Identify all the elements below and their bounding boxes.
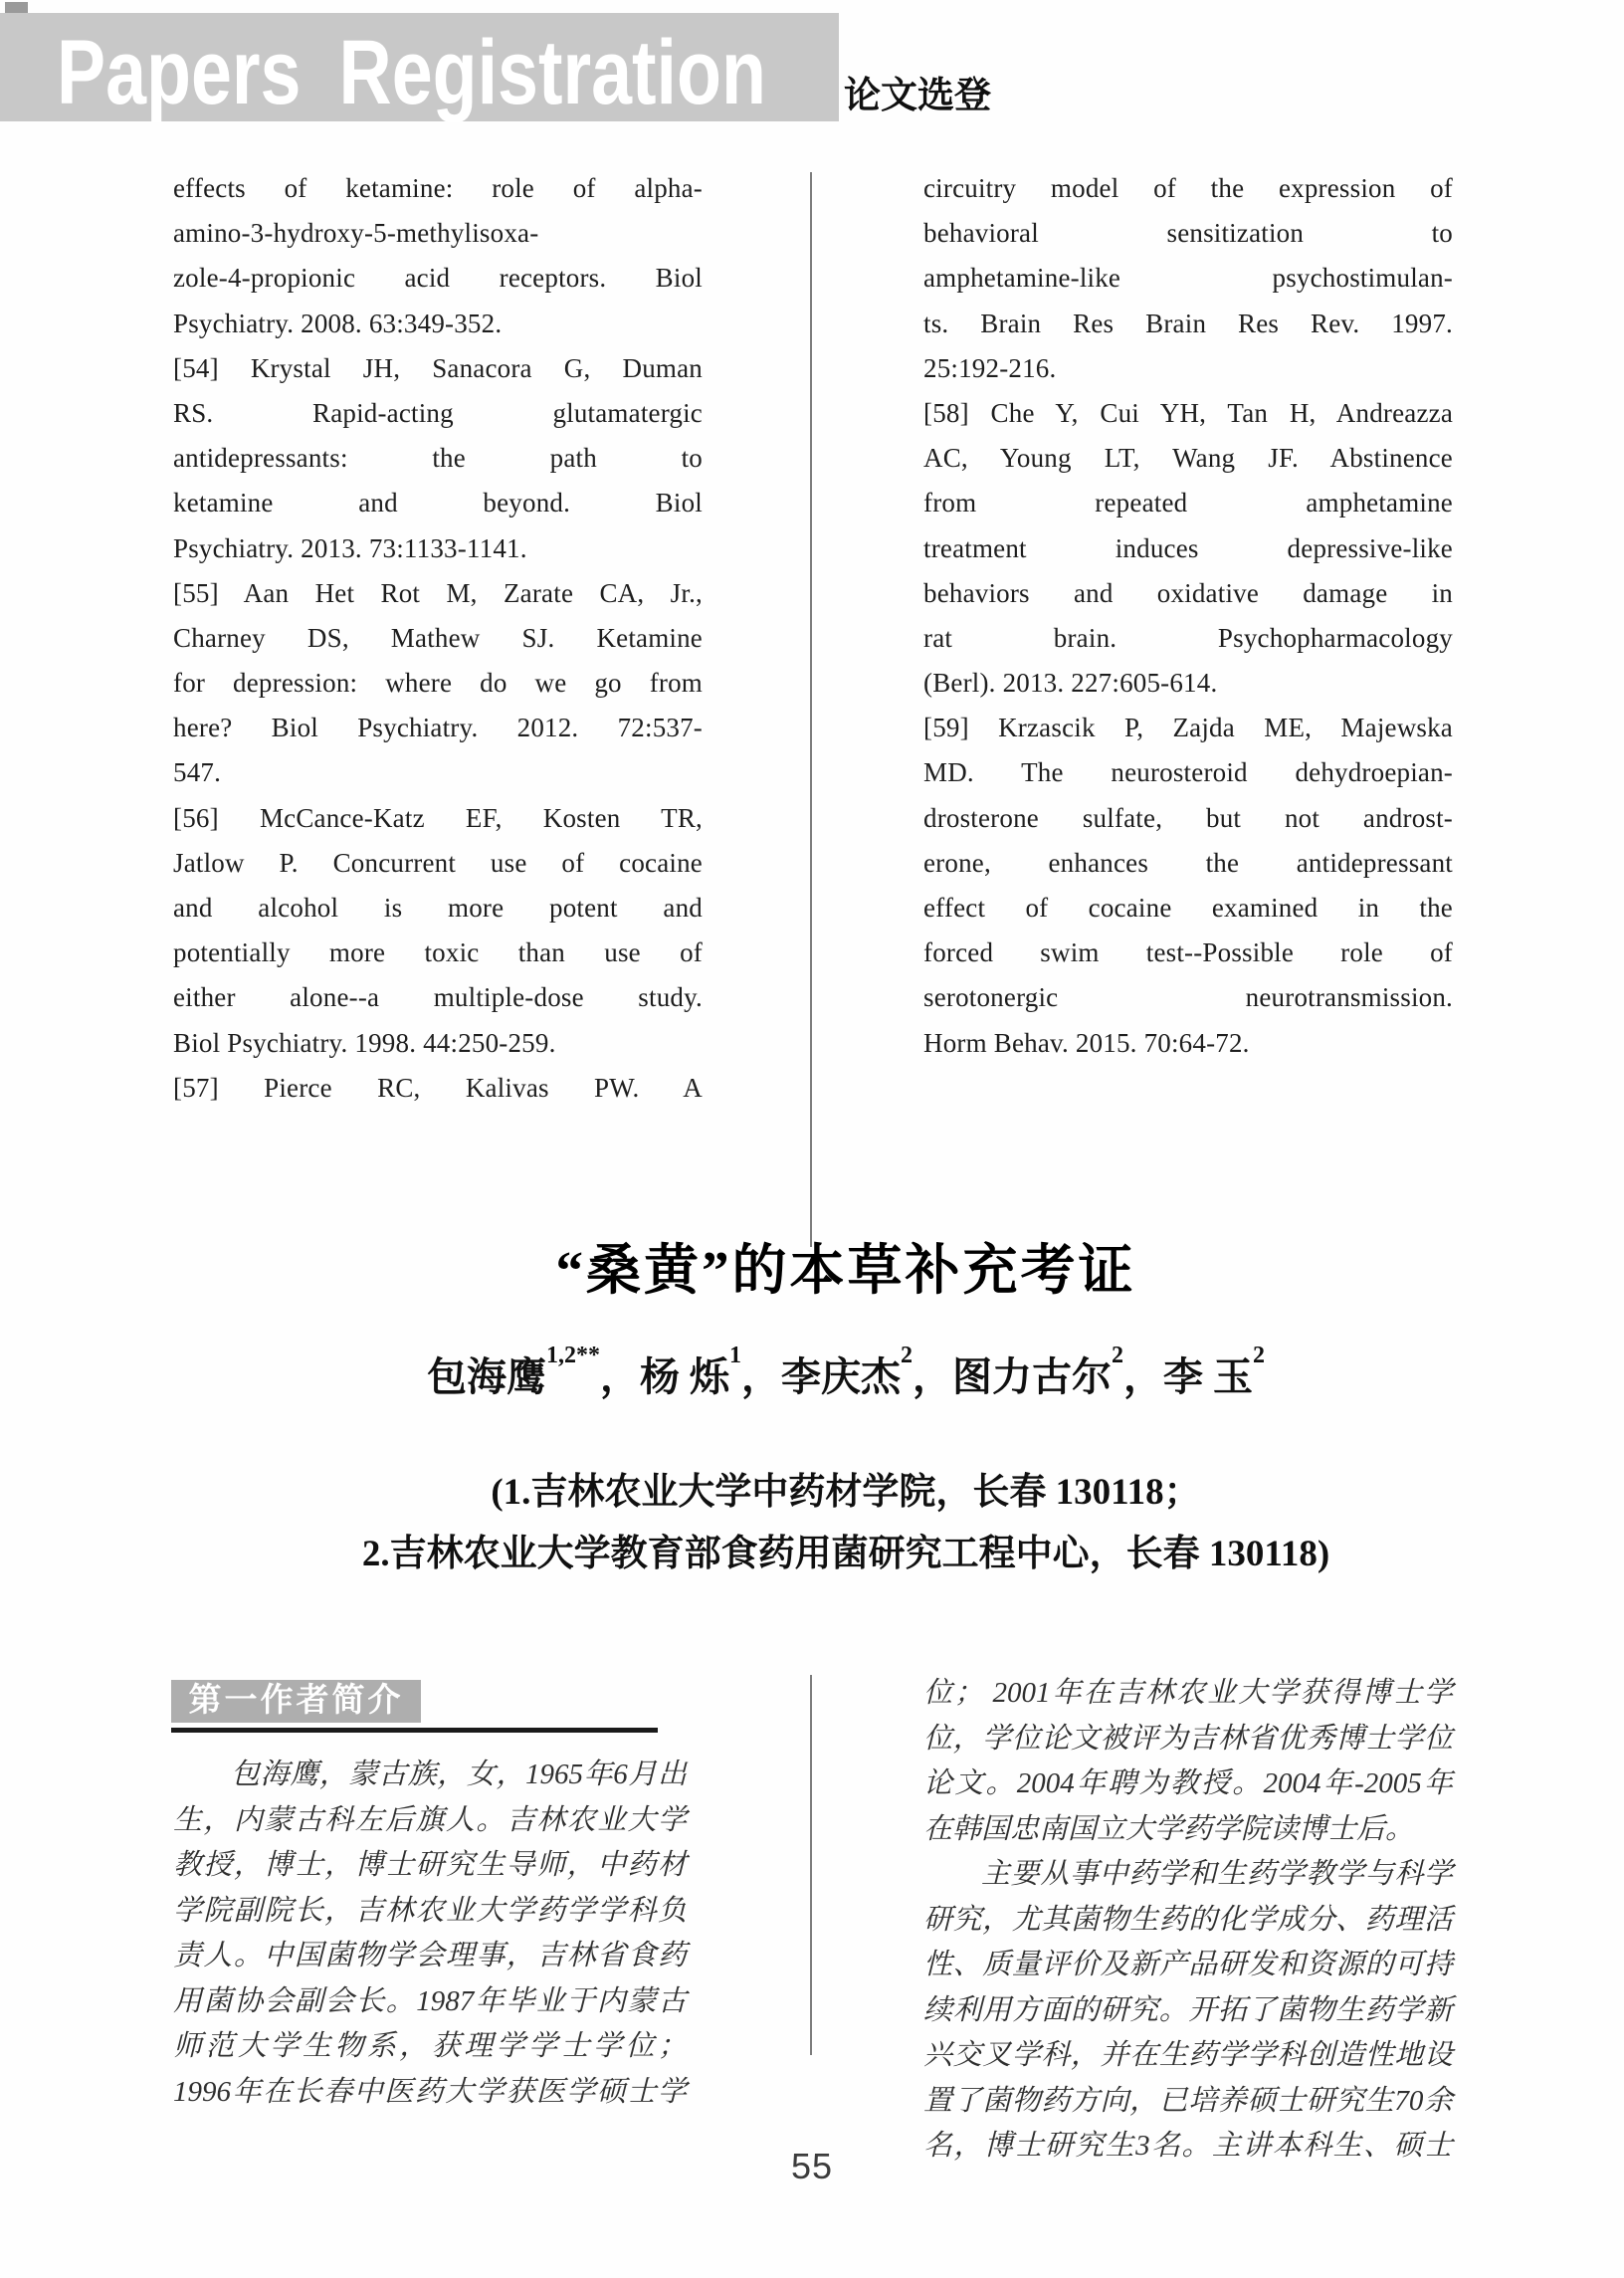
column-divider: [810, 172, 812, 1247]
author-separator: ，: [741, 1354, 781, 1399]
page-number: 55: [790, 2146, 834, 2186]
bio-line: 责人。中国菌物学会理事，吉林省食药: [173, 1940, 687, 1971]
references-left-column: [173, 166, 703, 1111]
reference-line: for depression: where do we go from: [173, 668, 703, 699]
reference-line: RS. Rapid-acting glutamatergic: [173, 397, 703, 428]
bio-line: 师范大学生物系，获理学学士学位；: [173, 2030, 687, 2062]
author-separator: ，: [913, 1354, 952, 1399]
author-superscript: 2: [901, 1342, 913, 1368]
bio-line: 续利用方面的研究。开拓了菌物生药学新: [923, 1993, 1453, 2026]
bio-line: 教授，博士，博士研究生导师，中药材: [173, 1849, 687, 1881]
bio-left-column: [173, 1753, 687, 2115]
author-name: 杨 烁$^1$，: [640, 1342, 781, 1399]
reference-line: 547.: [173, 757, 222, 788]
reference-line: amino-3-hydroxy-5-methylisoxa-: [173, 218, 539, 249]
author-superscript: 1: [729, 1342, 741, 1368]
reference-line: Psychiatry. 2013. 73:1133-1141.: [173, 532, 527, 563]
author-separator: ，: [600, 1354, 640, 1399]
reference-line: potentially more toxic than use of: [173, 937, 703, 968]
bio-column-divider: [810, 1675, 812, 2055]
bio-line: 在韩国忠南国立大学药学院读博士后。: [923, 1812, 1415, 1845]
banner-tag: 论文选登: [844, 75, 991, 115]
bio-section-heading: 第一作者简介: [171, 1680, 421, 1723]
author-name: 包海鹰$^{1,2**}$，: [427, 1342, 640, 1399]
reference-line: serotonergic neurotransmission.: [923, 982, 1453, 1013]
bio-line: 包海鹰，蒙古族，女，1965年6月出: [231, 1759, 687, 1790]
author-name: 李庆杰$^2$，: [781, 1342, 952, 1399]
bio-right-column: [923, 1671, 1453, 2170]
paper-title: “桑黄”的本草补充考证: [555, 1240, 1136, 1301]
reference-line: (Berl). 2013. 227:605-614.: [923, 668, 1218, 699]
reference-line: antidepressants: the path to: [173, 443, 703, 474]
references-right-column: [923, 166, 1453, 1066]
reference-line: behavioral sensitization to: [923, 218, 1453, 249]
reference-line: AC, Young LT, Wang JF. Abstinence: [923, 443, 1453, 474]
bio-line: 位，学位论文被评为吉林省优秀博士学位: [923, 1722, 1453, 1755]
affiliation-line-2: 2.吉林农业大学教育部食药用菌研究工程中心，长春 130118): [361, 1534, 1330, 1574]
bio-line: 学院副院长，吉林农业大学药学学科负: [173, 1894, 687, 1927]
bio-line: 位； 2001年在吉林农业大学获得博士学: [923, 1677, 1453, 1709]
reference-line: from repeated amphetamine: [923, 488, 1453, 518]
reference-line: Jatlow P. Concurrent use of cocaine: [173, 847, 703, 878]
reference-line: behaviors and oxidative damage in: [923, 577, 1453, 608]
author-name: 李 玉$^2$: [1163, 1342, 1265, 1399]
reference-line: forced swim test--Possible role of: [923, 937, 1453, 968]
reference-line: [56] McCance-Katz EF, Kosten TR,: [173, 802, 703, 833]
reference-line: effect of cocaine examined in the: [923, 893, 1453, 923]
bio-line: 主要从事中药学和生药学教学与科学: [981, 1858, 1453, 1890]
bio-line: 1996年在长春中医药大学获医学硕士学: [173, 2075, 687, 2108]
bio-line: 兴交叉学科，并在生药学学科创造性地设: [923, 2039, 1453, 2071]
bio-line: 生，内蒙古科左后旗人。吉林农业大学: [173, 1803, 687, 1836]
bio-line: 名，博士研究生3名。主讲本科生、硕士: [923, 2130, 1453, 2162]
reference-line: [55] Aan Het Rot M, Zarate CA, Jr.,: [173, 577, 703, 608]
reference-line: [59] Krzascik P, Zajda ME, Majewska: [923, 713, 1453, 743]
reference-line: erone, enhances the antidepressant: [923, 847, 1453, 878]
reference-line: drosterone sulfate, but not androst-: [923, 802, 1453, 833]
reference-line: Psychiatry. 2008. 63:349-352.: [173, 308, 503, 338]
reference-line: MD. The neurosteroid dehydroepian-: [923, 757, 1453, 788]
reference-line: amphetamine-like psychostimulan-: [923, 263, 1453, 294]
reference-line: and alcohol is more potent and: [173, 893, 703, 923]
reference-line: effects of ketamine: role of alpha-: [173, 173, 703, 203]
bio-line: 性、质量评价及新产品研发和资源的可持: [923, 1949, 1453, 1980]
authors-line: [189, 1342, 1503, 1402]
reference-line: here? Biol Psychiatry. 2012. 72:537-: [173, 713, 703, 743]
reference-line: zole-4-propionic acid receptors. Biol: [173, 263, 703, 294]
affiliation-line-1: (1.吉林农业大学中药材学院，长春 130118；: [491, 1472, 1201, 1513]
reference-line: [58] Che Y, Cui YH, Tan H, Andreazza: [923, 397, 1453, 428]
reference-line: 25:192-216.: [923, 352, 1057, 383]
bio-line: 用菌协会副会长。1987年毕业于内蒙古: [173, 1984, 687, 2017]
reference-line: treatment induces depressive-like: [923, 532, 1453, 563]
author-superscript: 2: [1253, 1342, 1265, 1368]
reference-line: Biol Psychiatry. 1998. 44:250-259.: [173, 1027, 556, 1058]
reference-line: Horm Behav. 2015. 70:64-72.: [923, 1027, 1250, 1058]
bio-line: 论文。2004年聘为教授。2004年-2005年: [923, 1767, 1453, 1799]
reference-line: [54] Krystal JH, Sanacora G, Duman: [173, 352, 703, 383]
reference-line: circuitry model of the expression of: [923, 173, 1453, 203]
banner-title: Papers Registration: [57, 22, 766, 123]
reference-line: ketamine and beyond. Biol: [173, 488, 703, 518]
author-name: 图力古尔$^2$，: [952, 1342, 1163, 1399]
author-superscript: 2: [1112, 1342, 1123, 1368]
bio-line: 置了菌物药方向，已培养硕士研究生70余: [923, 2084, 1453, 2117]
bio-line: 研究，尤其菌物生药的化学成分、药理活: [923, 1903, 1453, 1936]
bio-heading-underline: [171, 1728, 658, 1733]
author-superscript: 1,2**: [546, 1342, 600, 1368]
reference-line: [57] Pierce RC, Kalivas PW. A: [173, 1072, 703, 1103]
reference-line: rat brain. Psychopharmacology: [923, 622, 1453, 653]
reference-line: ts. Brain Res Brain Res Rev. 1997.: [923, 308, 1453, 338]
author-separator: ，: [1123, 1354, 1163, 1399]
reference-line: Charney DS, Mathew SJ. Ketamine: [173, 622, 703, 653]
reference-line: either alone--a multiple-dose study.: [173, 982, 703, 1013]
